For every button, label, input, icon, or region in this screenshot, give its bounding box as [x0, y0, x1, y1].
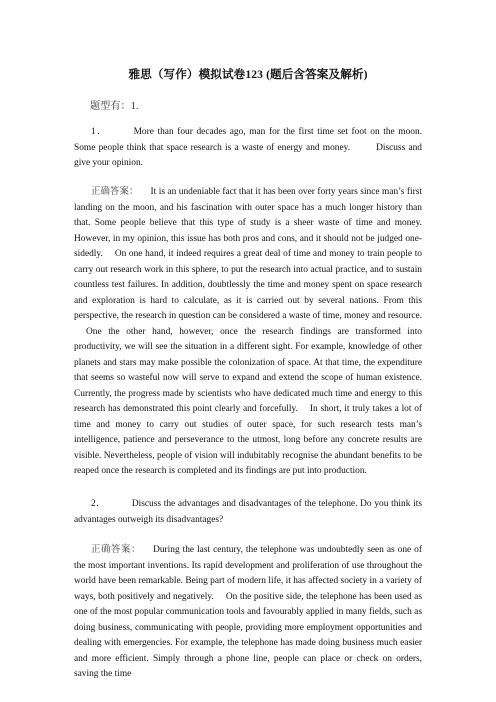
answer-paragraph: It is an undeniable fact that it has been over forty years since man’s first landing on the moon, and his fascination with outer space has a much longer history than that. Some people believe that this type of study is a sheer waste of time and money. However, in my opinion, this issue has both pros and cons, and it should not be judged one-sidedly. [74, 187, 422, 259]
question-number: 1． [91, 127, 108, 137]
answer-label: 正确答案： [91, 545, 142, 555]
question-text: Discuss the advantages and disadvantages of the telephone. Do you think its advantages outweigh its disadvantages? [74, 499, 422, 525]
question-instruction: Discuss and give your opinion. [74, 142, 422, 168]
question-number: 2． [91, 499, 106, 509]
answer-paragraph: On one hand, it indeed requires a great deal of time and money to train people to carry out research work in this sphere, to put the research into actual practice, and to sustain countless test failures. In addition, doubtlessly the time and money spent on space research and exploration is hard to calculate, as it is carried out by several nations. From this perspective, the research in question can be considered a waste of time, money and resource. [74, 249, 422, 321]
answer-2 [74, 543, 422, 683]
question-text: More than four decades ago, man for the first time set foot on the moon. Some people think that space research is a waste of energy and money. [74, 127, 422, 153]
answer-1 [74, 185, 422, 480]
answer-paragraph: On the positive side, the telephone has been used as one of the most popular communication tools and favourably applied in many fields, such as doing business, communicating with people, providing more employment opportunities and dealing with emergencies. For example, the telephone has made doing business much easier and more efficient. Simply through a phone line, people can place or check on orders, saving the time [74, 591, 422, 679]
answer-paragraph: In short, it truly takes a lot of time and money to carry out studies of outer space, for such research tests man’s intelligence, patience and perseverance to the utmost, long before any concrete results are visible. Nevertheless, people of vision will indubitably recognise the abundant benefits to be reaped once the research is completed and its findings are put into production. [74, 404, 423, 476]
answer-paragraph: One the other hand, however, once the research findings are transformed into productivity, we will see the situation in a different sight. For example, knowledge of other planets and stars may make possible the colonization of space. At that time, the expenditure that seems so wasteful now will serve to expand and extend the scope of human existence. Currently, the progress made by scientists who have dedicated much time and energy to this research has demonstrated this point clearly and forcefully. [74, 326, 422, 414]
document-title: 雅思（写作）模拟试卷123 (题后含答案及解析) [128, 68, 368, 81]
section-label: 题型有：1. [90, 101, 139, 112]
question-1 [74, 125, 422, 172]
answer-label: 正确答案： [91, 187, 139, 197]
answer-paragraph: During the last century, the telephone was undoubtedly seen as one of the most important inventions. Its rapid development and proliferation of use throughout the world have been remarkable. Being part of modern life, it has affected society in a variety of ways, both positively and negatively. [74, 545, 422, 602]
question-2 [74, 497, 422, 528]
